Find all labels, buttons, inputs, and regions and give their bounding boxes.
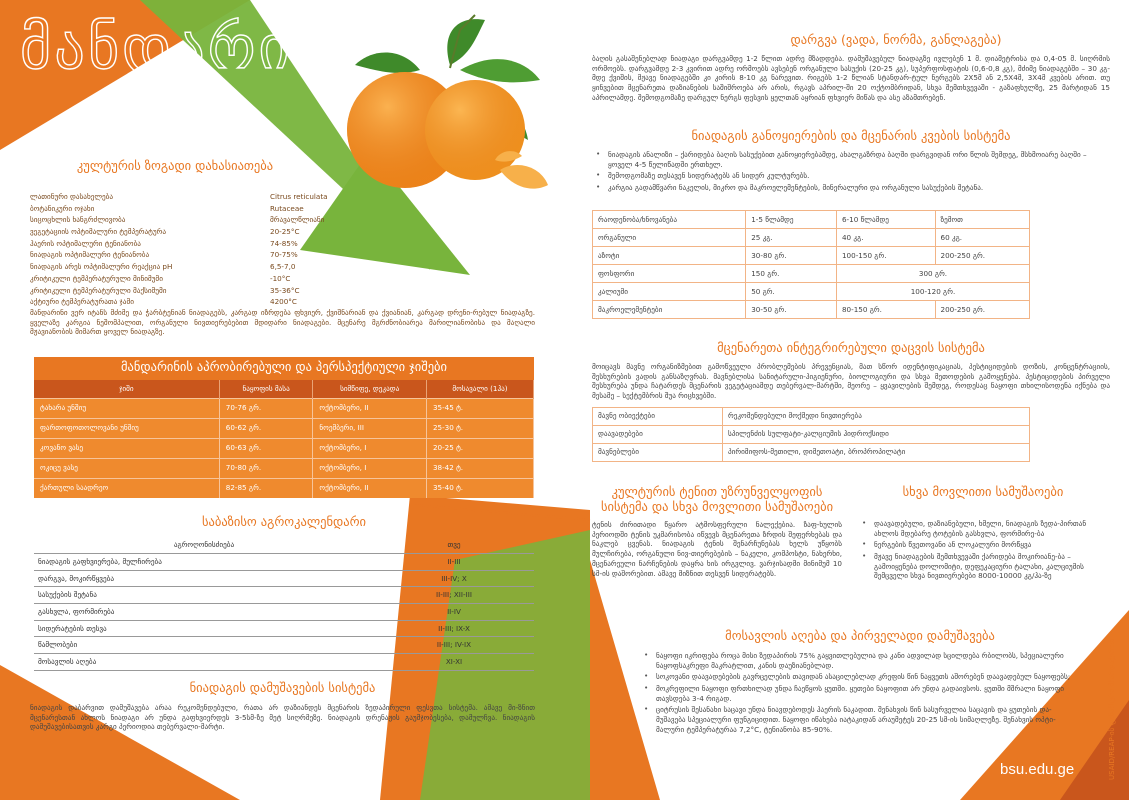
varieties-cell: 38-42 ტ. (426, 458, 533, 478)
general-row (30, 226, 360, 238)
harvest-item: • სოკოვანი დაავადებების გავრცელების თავიდან ასაცილებლად კრეფის წინ ნაყვეთს აშორებენ დაავადებულ ნაყოფებს; (640, 672, 1080, 682)
protection-substance: პირიმიფოს-მეთილი, დიმეთოატი, ბროპროპილატი (723, 443, 1030, 461)
soil-mgmt-section (30, 680, 535, 732)
fert-cell: 100-150 გრ. (836, 247, 935, 265)
fert-cell: 200-250 გრ. (935, 247, 1029, 265)
formation-list (592, 150, 1110, 193)
table-row (593, 301, 1030, 319)
general-value: 4200°C (270, 297, 297, 307)
formation-item: • კარგია გადამწვარი ნაკელის, მიკრო და მაკროელემენტების, მინერალური და ორგანული სასუქების შეტანა. (592, 183, 1110, 193)
fert-header: 6-10 წლამდე (836, 211, 935, 229)
varieties-cell: 35-40 ტ. (426, 478, 533, 498)
harvest-heading: მოსავლის აღება და პირველადი დამუშავება (725, 628, 995, 643)
calendar-month: II-III; IV-IX (374, 637, 534, 654)
other-list (858, 519, 1108, 581)
fert-table-section (592, 210, 1030, 319)
protection-text: მოიცავს მავნე ორგანიზმებით გამოწვეული პრობლემების პრევენციას, მათ სწორ იდენტიფიკაციას, პესტიციდების დოზის, კონცენტრაციის, შესხურების ვადის განსაზღვრას. მავნებლისა სანიტარული-ჰიგიენური, ბიოლოგიური და სხვა მეთოდების გამოყენება. პესტიციდების პირველი შესხურება უნდა ჩატარდეს მცენარის ვეგეტაციამდე თებერვალ-მარტში, მეორე – ყვავილების შემდეგ, როდესაც ნაყოფი თხილისოდენა იქნება და მესამე – სექტემბრის შუა რიცხვებში. (592, 361, 1110, 401)
planting-heading: დარგვა (ვადა, ნორმა, განლაგება) (790, 32, 1002, 47)
calendar-month: II-III; XII-III (374, 587, 534, 604)
calendar-activity: სიდერატების თესვა (34, 620, 374, 637)
calendar-activity: გასხვლა, ფორმირება (34, 604, 374, 621)
fert-header: რაოდენობა/ხნოვანება (593, 211, 746, 229)
varieties-cell: ოქტომბერი, II (313, 478, 427, 498)
table-row (593, 407, 1030, 425)
varieties-table (34, 380, 534, 498)
fert-cell: 30-50 გრ. (746, 301, 837, 319)
protection-object: მავნე ობიექტები (593, 407, 723, 425)
protection-heading: მცენარეთა ინტეგრირებული დაცვის სისტემა (717, 340, 985, 355)
table-row (34, 553, 534, 570)
other-item: • დაავადებული, დაზიანებული, ხმელი, ნიადაგის ზედა-პირთან ახლოს მდებარე ტოტების გასხვლა, ფორმირე-ბა (858, 519, 1108, 538)
general-row (30, 214, 360, 226)
general-value: Rutaceae (270, 203, 304, 213)
fert-cell: კალიუმი (593, 283, 746, 301)
table-row (593, 283, 1030, 301)
table-row (593, 443, 1030, 461)
fert-cell: 40 კგ. (836, 229, 935, 247)
table-row (34, 398, 534, 418)
calendar-month: II-III; IX-X (374, 620, 534, 637)
general-value: 70-75% (270, 250, 298, 260)
calendar-activity: წამლობები (34, 637, 374, 654)
planting-text: ბაღის გასაშენებლად ნიადაგი დარგვამდე 1-2 წლით ადრე მზადდება. დამუშავებულ ნიადაგზე ივლებენ 1 მ. დიამეტრისა და 0,4-05 მ. სიღრმის ორმოებს. დარგვამდე 2-3 კვირით ადრე ორმოებს ავსებენ ორგანული სასუქის (20-25 კგ), სუპერფოსფატის (0,6-0,8 კგ), მძიმე ნიადაგებში – 30 კგ-მდე ქვიშის, მჟავე ნიადაგებში კი კირის 8-10 კგ ნარევით. რიგებს 1-2 წლიან სტანდარ-ტულ ნერგებს 2X5მ ან 2,5X4მ, 3X4მ კვების არით. თუ ყინვებით მცენარეთა დაზიანების საშიშროება არ არის, რგავს აპრილ-ში 20 ოქტომბრიდან, სხვა შემთხვევაში - გაზაფხულზე, 25 მარტიდან 15 აპრილამდე. შემოდგომაზე დარგულ ნერგს ფესვის ყელთან აყრიან ფხვიერ მიწას და ასე აზამთრებენ. (592, 53, 1110, 102)
protection-substance: სპილენძის სულფატი-კალციუმის ჰიდროქსიდი (723, 425, 1030, 443)
calendar-heading: საბაზისო აგროკალენდარი (201, 514, 367, 529)
table-row (34, 654, 534, 671)
general-heading: კულტურის ზოგადი დახასიათება (76, 158, 274, 173)
varieties-cell: ოქტომბერი, II (313, 398, 427, 418)
varieties-cell: 60-62 გრ. (219, 418, 313, 438)
general-value: 20-25°C (270, 227, 300, 237)
general-key: ლათინური დასახელება (30, 191, 114, 201)
calendar-month: II-III (374, 553, 534, 570)
fert-header: ზემოთ (935, 211, 1029, 229)
table-row (34, 620, 534, 637)
harvest-item: • ნაყოფი იკრიფება როცა მისი ზედაპირის 75% გაყვითლებულია და კანი ადვილად სცილდება რბილობს, სპეციალური ნაყოფსაკრეფი მაკრატლით, კანის დაუზიანებლად. (640, 651, 1080, 670)
varieties-cell: ოქტომბერი, I (313, 438, 427, 458)
quality-section (592, 484, 842, 578)
general-table (30, 191, 360, 308)
harvest-item: • ციტრუსის შესანახი საცავი უნდა ნიავდებოდეს ჰაერის ნაკადით. შენახვის წინ სასურველია საცავის და ყუთების და-მუშავება სპეციალური ფუნგიციდით. ნაყოფი იწახება იატაკიდან არაუმეტეს 20-25 სმ-ის სიმაღლეზე. შენახვის ოპტი-მალური ტემპერატურაა 7,2°C, ტენიანობა 85-90%. (640, 705, 1080, 734)
table-row (593, 265, 1030, 283)
general-row (30, 249, 360, 261)
calendar-month: II-IV (374, 604, 534, 621)
general-row (30, 238, 360, 250)
general-value: 74-85% (270, 238, 298, 248)
varieties-cell: ტახარა უნშიუ (34, 398, 219, 418)
calendar-activity: მოსავლის აღება (34, 654, 374, 671)
quality-text: ტენის ძირითადი წყარო ატმოსფერული ნალექებია. ზაფ-ხულის პერიოდში ტენის უკმარისობა იწვევს მცენარეთა ზრდის შეფერხებას და ნაკლებ ცვენას. ნიადაგის ტენის შენარჩუნებას ხელს უწყობს მულჩირება, ორგანული ნივ-თიერებების – ნაკელი, კომპოსტი, ნახერხი, მცენარეული ნარჩენების დაყრა ხის ირგვლივ. ვარჯისადმი მინიმუმ 10 სმ-ის დაშორებით. ამავე მიზნით თესვენ სიდერატებს. (592, 520, 842, 578)
table-row (593, 425, 1030, 443)
general-key: სიცოცხლის ხანგრძლივობა (30, 215, 126, 225)
varieties-header: ნაყოფის მასა (219, 380, 313, 398)
general-value: Citrus reticulata (270, 191, 328, 201)
varieties-header: მოსავალი (1ჰა) (426, 380, 533, 398)
fert-cell: 60 კგ. (935, 229, 1029, 247)
varieties-cell: ქართული საადრეო (34, 478, 219, 498)
fert-cell: მაკროელემენტები (593, 301, 746, 319)
varieties-cell: 25-30 ტ. (426, 418, 533, 438)
general-key: აქტიური ტემპერატურათა ჯამი (30, 297, 134, 307)
calendar-header: აგროღონისძიება (34, 537, 374, 554)
calendar-header: თვე (374, 537, 534, 554)
soil-mgmt-text: ნიადაგის დაბარვით დამუშავება არაა რეკომენდებული, რათა არ დაზიანდეს მცენარის ზედაპირული ფესვთა სისტემა. ამავე მი-ზნით მცენარესთან ახლოს ნიადაგი არ უნდა გაფხვიერდეს 3-5სმ-ზე მეტ სიღრმეზე. ნიადაგის დრენაჟის გაუმჯობესება, დამულჩვა. ნიადაგის დამუშავებისათვის კარგი პერიოდია თებერვალი-მარტი. (30, 702, 535, 732)
calendar-activity: ნიადაგის გაფხვიერება, მულჩირება (34, 553, 374, 570)
varieties-cell: 70-76 გრ. (219, 398, 313, 418)
general-key: ჰაერის ოპტიმალური ტენიანობა (30, 238, 141, 248)
fert-cell: 25 კგ. (746, 229, 837, 247)
protection-substance: რეკომენდებული მოქმედი ნივთიერება (723, 407, 1030, 425)
varieties-cell: ნოემბერი, III (313, 418, 427, 438)
protection-object: დაავადებები (593, 425, 723, 443)
calendar-activity: დარგვა, მოკირწყვება (34, 570, 374, 587)
varieties-cell: 35-45 ტ. (426, 398, 533, 418)
general-row (30, 273, 360, 285)
formation-item: • შემოდგომაზე თესავენ სიდერატებს ან სიდერ კულტურებს. (592, 171, 1110, 181)
fert-header: 1-5 წლამდე (746, 211, 837, 229)
table-row (34, 587, 534, 604)
formation-item: • ნიადაგის ანალიზი – ქარიდება ბაღის სასუქებით განოყიერებამდე, ახალგაზრდა ბაღში დარგვიდან ორი წლის შემდეგ, მსხმოიარე ბაღში – ყოველ 4-5 წელიწადში ერთხელ. (592, 150, 1110, 169)
fert-cell: 100-120 გრ. (836, 283, 1029, 301)
varieties-cell: ოქტომბერი, I (313, 458, 427, 478)
calendar-section (34, 514, 534, 671)
general-text: მანდარინი ვერ იტანს მძიმე და ჭარბტენიან ნიადაგებს, კარგად იზრდება ფხვიერ, ქვიშნარიან და ქვიანიან, კარგად დრენი-რებულ ნიადაგზე. ყველაზე კარგია ნეშომპალით, ორგანული ნივთიერებებით მდიდარი ნიადაგები. მცენარე მგრძნობიარეა მარილიანობისა და მაღალი მჟავიანობის მიმართ ყოველ ნიადაგზე. (30, 308, 535, 337)
general-value: 35-36°C (270, 285, 300, 295)
planting-section (592, 32, 1110, 102)
table-row (593, 247, 1030, 265)
formation-heading: ნიადაგის განოყიერების და მცენარის კვების სისტემა (691, 128, 1011, 143)
general-section (30, 158, 328, 308)
varieties-cell: 82-85 გრ. (219, 478, 313, 498)
varieties-section (34, 357, 534, 498)
protection-object: მავნებლები (593, 443, 723, 461)
fert-cell: 300 გრ. (836, 265, 1029, 283)
general-key: კრიტიკული ტემპერატურული მაქსიმუმი (30, 285, 167, 295)
table-row (34, 458, 534, 478)
harvest-list (640, 651, 1080, 735)
general-row (30, 191, 360, 203)
harvest-section (640, 628, 1080, 737)
fert-cell: ფოსფორი (593, 265, 746, 283)
table-row (34, 637, 534, 654)
varieties-heading: მანდარინის აპრობირებული და პერსპექტიული ჯიშები (34, 357, 534, 380)
fert-table (592, 210, 1030, 319)
other-heading: სხვა მოვლითი სამუშაოები (902, 484, 1064, 499)
other-item: • მჟავე ნიადაგების შემთხვევაში ქარიდება მოკირიანე-ბა – გამოიყენება დოლომიტი, დეფეკაციური ტალახი, კალციუმის შემცველი სხვა ნივთიერებები 8000-10000 კგ/ჰა-ზე (858, 552, 1108, 581)
formation-section (592, 128, 1110, 195)
other-section (858, 484, 1108, 583)
general-row (30, 285, 360, 297)
general-key: ნიადაგის არეს ოპტიმალური რეაქცია pH (30, 262, 173, 272)
soil-mgmt-heading: ნიადაგის დამუშავების სისტემა (189, 680, 376, 695)
general-value: მრავალწლიანი (270, 215, 325, 225)
calendar-month: III-IV; X (374, 570, 534, 587)
table-row (34, 537, 534, 554)
general-value: 6,5-7,0 (270, 262, 296, 272)
varieties-header: სიმწიფე, დეკადა (313, 380, 427, 398)
quality-heading: კულტურის ტენით უზრუნველყოფის სისტემა და სხვა მოვლითი სამუშაოები (600, 484, 834, 514)
calendar-month: XI-XI (374, 654, 534, 671)
varieties-cell: 70-80 გრ. (219, 458, 313, 478)
table-row (34, 418, 534, 438)
footer-url[interactable]: bsu.edu.ge (1000, 761, 1075, 778)
varieties-cell: 60-63 გრ. (219, 438, 313, 458)
protection-section (592, 340, 1110, 462)
table-row (34, 570, 534, 587)
varieties-header: ჯიში (34, 380, 219, 398)
footer-side-text: USAID/REAP-ის ფინანსური მხარდაჭერით (1108, 638, 1116, 780)
varieties-cell: ფართოფოთოლოვანი უნშიუ (34, 418, 219, 438)
page-title: მანდარინი (20, 13, 361, 83)
calendar-activity: სასუქების შეტანა (34, 587, 374, 604)
fert-cell: 150 გრ. (746, 265, 837, 283)
fert-cell: 80-150 გრ. (836, 301, 935, 319)
general-key: ნიადაგის ოპტიმალური ტენიანობა (30, 250, 150, 260)
general-row (30, 203, 360, 215)
fert-cell: აზოტი (593, 247, 746, 265)
general-key: კრიტიკული ტემპერატურული მინიმუმი (30, 273, 163, 283)
calendar-table (34, 537, 534, 671)
other-item: • ნერგების წვეთოვანი ან ლოკალური მორწყვა (858, 540, 1108, 550)
orange-slice-icon (500, 165, 548, 189)
general-row (30, 296, 360, 308)
table-row (34, 478, 534, 498)
fert-cell: 200-250 გრ. (935, 301, 1029, 319)
fert-cell: ორგანული (593, 229, 746, 247)
table-row (34, 438, 534, 458)
general-value: -10°C (270, 273, 291, 283)
varieties-cell: კოვანო ვასე (34, 438, 219, 458)
varieties-cell: ოკიცუ ვასე (34, 458, 219, 478)
table-row (593, 229, 1030, 247)
general-row (30, 261, 360, 273)
table-row (34, 604, 534, 621)
general-key: ვეგეტაციის ოპტიმალური ტემპერატურა (30, 227, 166, 237)
fert-cell: 30-80 გრ. (746, 247, 837, 265)
harvest-item: • მოკრეფილი ნაყოფი ფრთხილად უნდა ჩაეწყოს ყუთში. ყუთები ნაყოფით არ უნდა გადაივსოს. ყუთში მშრალი ნაყოფი თავსდება 3-4 რიგად. (640, 684, 1080, 703)
varieties-cell: 20-25 ტ. (426, 438, 533, 458)
protection-table (592, 407, 1030, 462)
general-key: ბოტანიკური ოჯახი (30, 203, 95, 213)
fert-cell: 50 გრ. (746, 283, 837, 301)
